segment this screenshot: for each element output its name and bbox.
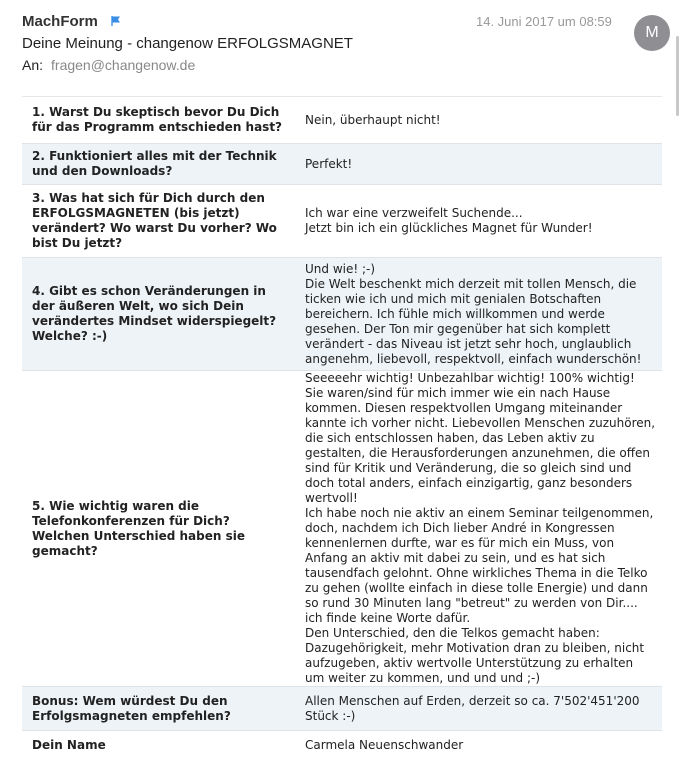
table-row	[22, 258, 662, 371]
table-row	[22, 687, 662, 731]
answer-cell: Und wie! ;-) Die Welt beschenkt mich derzeit mit tollen Mensch, die ticken wie ich und mich mit genialen Botschaften bereichern. Ich fühle mich willkommen und werde gesehen. Der Ton mir gegenüber hat sich komplett verändert - das Niveau ist jetzt sehr hoch, unglaublich angenehm, liebevoll, respektvoll, einfach wunderschön!	[295, 258, 662, 371]
avatar: M	[634, 15, 670, 51]
table-row	[22, 144, 662, 185]
message-subject: Deine Meinung - changenow ERFOLGSMAGNET	[22, 35, 353, 52]
question-cell: 3. Was hat sich für Dich durch den ERFOLGSMAGNETEN (bis jetzt) verändert? Wo warst Du vorher? Wo bist Du jetzt?	[22, 185, 295, 258]
answer-cell: Seeeeehr wichtig! Unbezahlbar wichtig! 100% wichtig! Sie waren/sind für mich immer wie ein nach Hause kommen. Diesen respektvollen Umgang miteinander kannte ich vorher nicht. Liebevollen Menschen zuzuhören, die sich entschlossen haben, das Leben aktiv zu gestalten, die Herausforderungen anzunehmen, die offen sind für Kritik und Veränderung, die so gleich sind und doch total anders, einfach einzigartig, ganz besonders wertvoll! Ich habe noch nie aktiv an einem Seminar teilgenommen, doch, nachdem ich Dich lieber André in Kongressen kennenlernen durfte, war es für mich ein Muss, von Anfang an aktiv mit dabei zu sein, und es hat sich tausendfach gelohnt. Ohne wirkliches Thema in die Telko zu gehen (wollte einfach in diese tolle Energie) und dann so rund 30 Minuten lang "betreut" zu werden von Dir.... ich finde keine Worte dafür. Den Unterschied, den die Telkos gemacht haben: Dazugehörigkeit, mehr Motivation dran zu bleiben, nicht aufzugeben, aktiv wertvolle Unterstützung zu erhalten um weiter zu kommen, und und und ;-)	[295, 371, 662, 687]
answer-cell: Ich war eine verzweifelt Suchende... Jetzt bin ich ein glückliches Magnet für Wunder!	[295, 185, 662, 258]
form-results-table	[22, 96, 662, 759]
answer-cell: Perfekt!	[295, 144, 662, 185]
table-row	[22, 185, 662, 258]
scrollbar[interactable]	[676, 36, 679, 116]
question-cell: 5. Wie wichtig waren die Telefonkonferenzen für Dich? Welchen Unterschied haben sie gemacht?	[22, 371, 295, 687]
message-date: 14. Juni 2017 um 08:59	[476, 14, 612, 29]
sender-name[interactable]: MachForm	[22, 13, 98, 30]
to-label: An:	[22, 57, 43, 73]
question-cell: 4. Gibt es schon Veränderungen in der äußeren Welt, wo sich Dein verändertes Mindset widerspiegelt? Welche? :-)	[22, 258, 295, 371]
recipient-line	[22, 57, 195, 73]
table-row	[22, 371, 662, 687]
table-row	[22, 731, 662, 759]
question-cell: 2. Funktioniert alles mit der Technik und den Downloads?	[22, 144, 295, 185]
answer-cell: Carmela Neuenschwander	[295, 731, 662, 759]
answer-cell: Allen Menschen auf Erden, derzeit so ca. 7'502'451'200 Stück :-)	[295, 687, 662, 731]
answer-cell: Nein, überhaupt nicht!	[295, 97, 662, 144]
question-cell: Bonus: Wem würdest Du den Erfolgsmagneten empfehlen?	[22, 687, 295, 731]
question-cell: Dein Name	[22, 731, 295, 759]
mail-header	[0, 0, 687, 80]
recipient-address[interactable]: fragen@changenow.de	[51, 57, 195, 73]
flag-icon[interactable]	[110, 15, 122, 27]
question-cell: 1. Warst Du skeptisch bevor Du Dich für das Programm entschieden hast?	[22, 97, 295, 144]
table-row	[22, 97, 662, 144]
